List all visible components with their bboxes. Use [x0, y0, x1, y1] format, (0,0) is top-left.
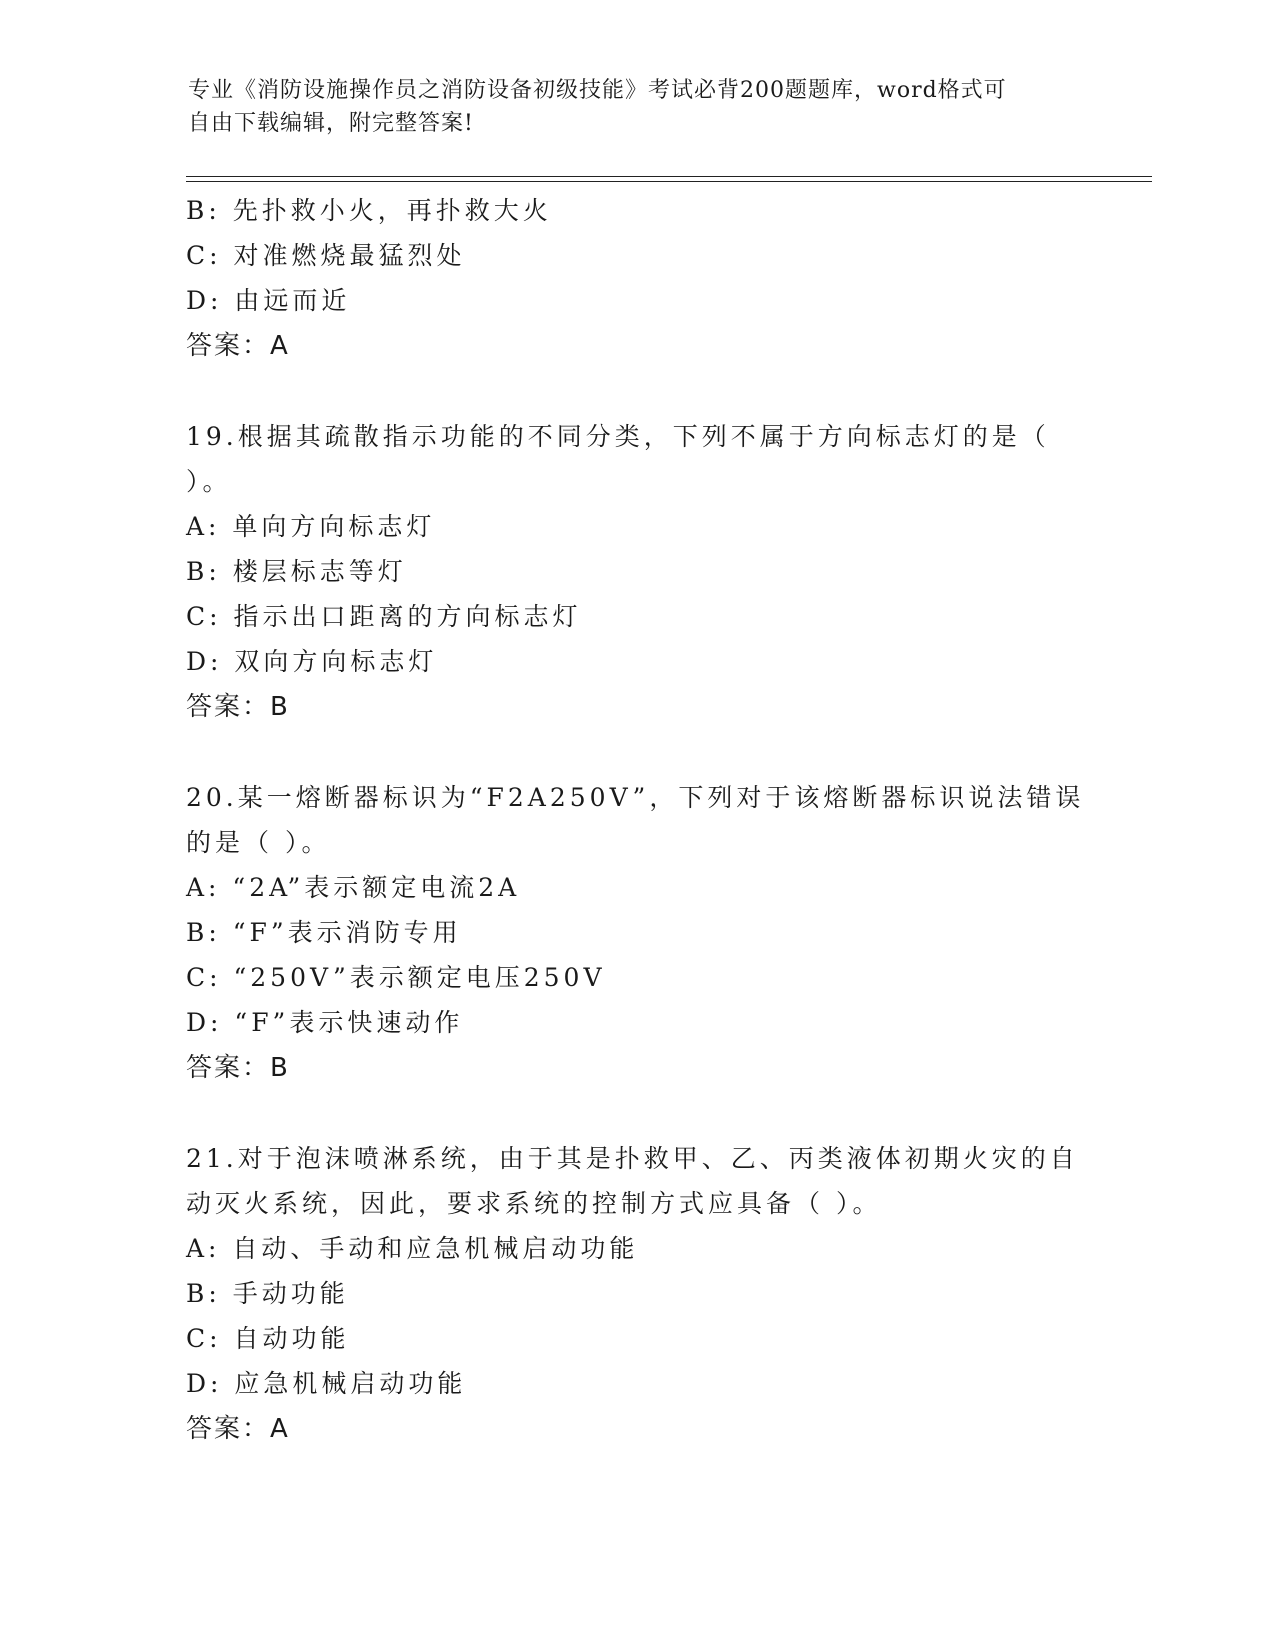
header-divider-top [186, 176, 1152, 177]
q21-option-a: A: 自动、手动和应急机械启动功能 [186, 1234, 639, 1263]
q20-answer: 答案：B [186, 1053, 290, 1083]
header-line-1: 专业《消防设施操作员之消防设备初级技能》考试必背200题题库，word格式可 [188, 78, 1007, 103]
q20-option-a: A: “2A”表示额定电流2A [186, 873, 521, 902]
q21-option-d: D: 应急机械启动功能 [186, 1369, 467, 1398]
q21-stem-line-2: 动灭火系统，因此，要求系统的控制方式应具备（ ）。 [186, 1189, 882, 1218]
q19-option-a: A: 单向方向标志灯 [186, 512, 436, 541]
q20-stem-line-2: 的是（ ）。 [186, 828, 331, 857]
q18-option-b: B: 先扑救小火，再扑救大火 [186, 196, 552, 225]
q20-stem-line-1: 20.某一熔断器标识为“F2A250V”，下列对于该熔断器标识说法错误 [186, 783, 1085, 812]
q19-stem-line-1: 19.根据其疏散指示功能的不同分类，下列不属于方向标志灯的是（ [186, 422, 1050, 451]
q20-option-d: D: “F”表示快速动作 [186, 1008, 464, 1037]
q21-stem-line-1: 21.对于泡沫喷淋系统，由于其是扑救甲、乙、丙类液体初期火灾的自 [186, 1144, 1079, 1173]
q21-option-c: C: 自动功能 [186, 1324, 350, 1353]
q18-option-c: C: 对准燃烧最猛烈处 [186, 241, 466, 270]
header-line-2: 自由下载编辑，附完整答案! [188, 111, 474, 136]
q20-option-c: C: “250V”表示额定电压250V [186, 963, 606, 992]
q18-answer: 答案：A [186, 331, 290, 361]
q18-option-d: D: 由远而近 [186, 286, 351, 315]
q21-answer: 答案：A [186, 1414, 290, 1444]
document-header [188, 74, 1068, 140]
q19-stem-line-2: ）。 [186, 467, 232, 496]
q19-option-b: B: 楼层标志等灯 [186, 557, 407, 586]
header-divider-bottom [186, 181, 1152, 182]
q20-option-b: B: “F”表示消防专用 [186, 918, 462, 947]
q19-option-c: C: 指示出口距离的方向标志灯 [186, 602, 582, 631]
q19-answer: 答案：B [186, 692, 290, 722]
q19-option-d: D: 双向方向标志灯 [186, 647, 438, 676]
q21-option-b: B: 手动功能 [186, 1279, 349, 1308]
